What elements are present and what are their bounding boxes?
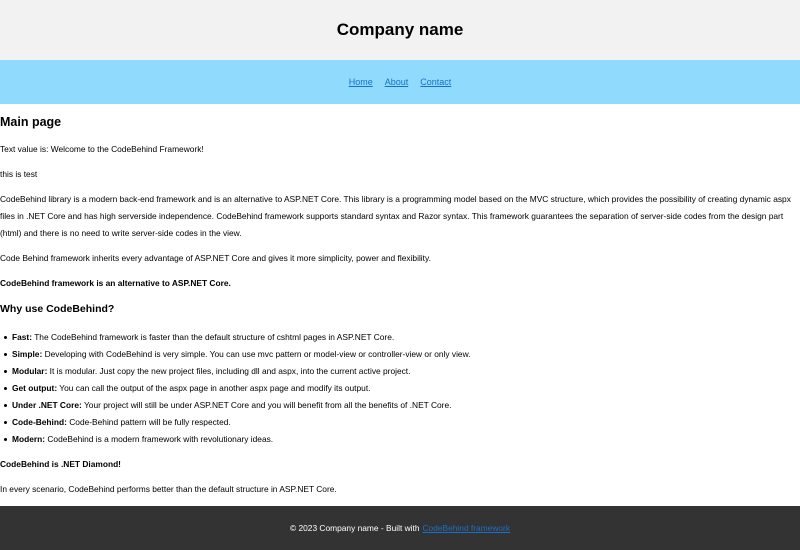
list-item: Simple: Developing with CodeBehind is very simple. You can use mvc pattern or model-view or controller-view or only view. [12,346,471,363]
why-heading: Why use CodeBehind? [0,303,115,315]
nav-link-contact[interactable]: Contact [420,77,452,87]
main-nav [0,60,800,104]
footer-link-codebehind[interactable]: CodeBehind framework [422,523,511,533]
list-item: Get output: You can call the output of the aspx page in another aspx page and modify its output. [12,380,370,397]
list-item: Under .NET Core: Your project will still be under ASP.NET Core and you will benefit from all the benefits of .NET Core. [12,397,451,414]
test-text: this is test [0,169,38,179]
site-footer [0,506,800,550]
nav-link-home[interactable]: Home [348,77,373,87]
alternative-text: CodeBehind framework is an alternative to ASP.NET Core. [0,278,231,288]
diamond-text: CodeBehind is .NET Diamond! [0,459,121,469]
list-item: Fast: The CodeBehind framework is faster than the default structure of cshtml pages in ASP.NET Core. [12,329,394,346]
nav-link-about[interactable]: About [384,77,409,87]
site-header [0,0,800,60]
company-name: Company name [336,20,464,39]
intro-line-1: CodeBehind library is a modern back-end framework and is an alternative to ASP.NET Core. This library is a programming model based on the MVC structure, which provides the possibility of creating dynamic aspx [0,194,791,204]
intro-line-3: (html) and there is no need to write server-side codes in the view. [0,228,242,238]
footer-text: © 2023 Company name - Built with [289,523,420,533]
text-value: Text value is: Welcome to the CodeBehind Framework! [0,144,204,154]
list-item: Code-Behind: Code-Behind pattern will be fully respected. [12,414,231,431]
list-item: Modern: CodeBehind is a modern framework with revolutionary ideas. [12,431,273,448]
scenario-text: In every scenario, CodeBehind performs better than the default structure in ASP.NET Core. [0,484,337,494]
list-item: Modular: It is modular. Just copy the new project files, including dll and aspx, into the current active project. [12,363,410,380]
inherits-text: Code Behind framework inherits every advantage of ASP.NET Core and gives it more simplicity, power and flexibility. [0,253,431,263]
main-content [0,104,800,506]
page-title: Main page [0,115,62,129]
intro-line-2: files in .NET Core and has high serverside independence. CodeBehind framework supports standard syntax and Razor syntax. This framework guarantees the separation of server-side codes from the design part [0,211,784,221]
